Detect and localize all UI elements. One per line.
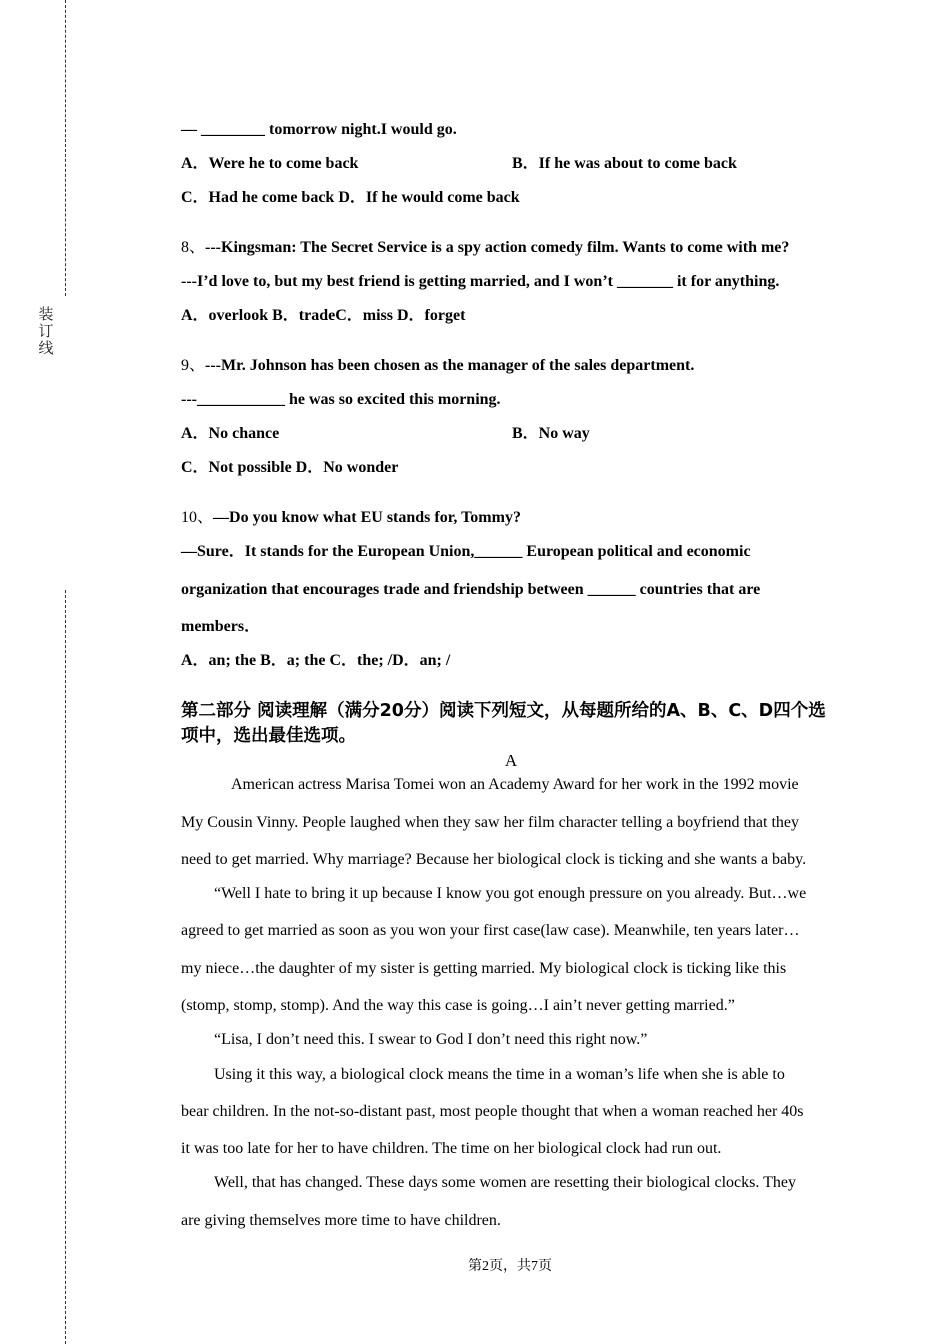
q9-option-cd: C．Not possible D．No wonder <box>181 459 399 476</box>
passage-line: bear children. In the not-so-distant past, most people thought that when a woman reached her 40s <box>181 1103 804 1120</box>
passage-line: “Lisa, I don’t need this. I swear to God I don’t need this right now.” <box>214 1031 648 1048</box>
passage-line: it was too late for her to have children. The time on her biological clock had run out. <box>181 1140 722 1157</box>
q9-options-row1 <box>181 424 841 444</box>
passage-line: Using it this way, a biological clock means the time in a woman’s life when she is able to <box>214 1066 785 1083</box>
q10-line4: members． <box>181 618 261 635</box>
passage-line: my niece…the daughter of my sister is getting married. My biological clock is ticking like this <box>181 960 787 977</box>
passage-line: “Well I hate to bring it up because I know you got enough pressure on you already. But…we <box>214 885 807 902</box>
q10-stem <box>181 508 521 528</box>
q7-stem: — ________ tomorrow night.I would go. <box>181 121 457 138</box>
binding-label-char: 装 <box>38 305 54 323</box>
question-number: 9、 <box>181 357 206 374</box>
q8-stem <box>181 238 789 258</box>
q10-line1: —Do you know what EU stands for, Tommy? <box>213 509 521 526</box>
passage-line: My Cousin Vinny. People laughed when they saw her film character telling a boyfriend that they <box>181 814 799 831</box>
passage-letter: A <box>504 751 518 770</box>
passage-line: (stomp, stomp, stomp). And the way this case is going…I ain’t never getting married.” <box>181 997 735 1014</box>
question-number: 10、 <box>181 509 214 526</box>
q9-stem <box>181 356 694 376</box>
binding-dashed-line-top <box>65 0 66 296</box>
section-title: 第二部分 阅读理解（满分20分）阅读下列短文，从每题所给的A、B、C、D四个选项中，选出最佳选项。 <box>181 701 826 746</box>
q10-options: A．an; the B．a; the C．the; /D．an; / <box>181 652 451 669</box>
q7-options-row1 <box>181 154 841 174</box>
passage-line: are giving themselves more time to have children. <box>181 1212 501 1229</box>
q9-option-a: A．No chance <box>181 425 280 442</box>
q9-line1: ---Mr. Johnson has been chosen as the manager of the sales department. <box>205 357 695 374</box>
q10-line2: —Sure．It stands for the European Union,______ European political and economic <box>181 543 751 560</box>
binding-label-char: 线 <box>38 339 54 357</box>
passage-line: need to get married. Why marriage? Because her biological clock is ticking and she wants a baby. <box>181 851 807 868</box>
q8-line2: ---I’d love to, but my best friend is getting married, and I won’t _______ it for anything. <box>181 273 780 290</box>
q7-option-b: B．If he was about to come back <box>512 155 737 172</box>
q7-option-cd: C．Had he come back D．If he would come back <box>181 189 520 206</box>
question-number: 8、 <box>181 239 206 256</box>
passage-line: agreed to get married as soon as you won your first case(law case). Meanwhile, ten years later… <box>181 922 800 939</box>
page-footer: 第2页，共7页 <box>468 1259 552 1274</box>
binding-dashed-line-bottom <box>65 590 66 1344</box>
q9-option-b: B．No way <box>512 425 590 442</box>
q7-option-a: A．Were he to come back <box>181 155 359 172</box>
q8-options: A．overlook B．tradeC．miss D．forget <box>181 307 466 324</box>
passage-line: American actress Marisa Tomei won an Academy Award for her work in the 1992 movie <box>231 776 799 793</box>
q9-line2: ---___________ he was so excited this morning. <box>181 391 501 408</box>
q8-line1: ---Kingsman: The Secret Service is a spy action comedy film. Wants to come with me? <box>205 239 790 256</box>
binding-label-char: 订 <box>38 322 54 340</box>
binding-line-label <box>37 306 55 357</box>
q10-line3: organization that encourages trade and friendship between ______ countries that are <box>181 581 761 598</box>
passage-line: Well, that has changed. These days some women are resetting their biological clocks. They <box>214 1174 796 1191</box>
